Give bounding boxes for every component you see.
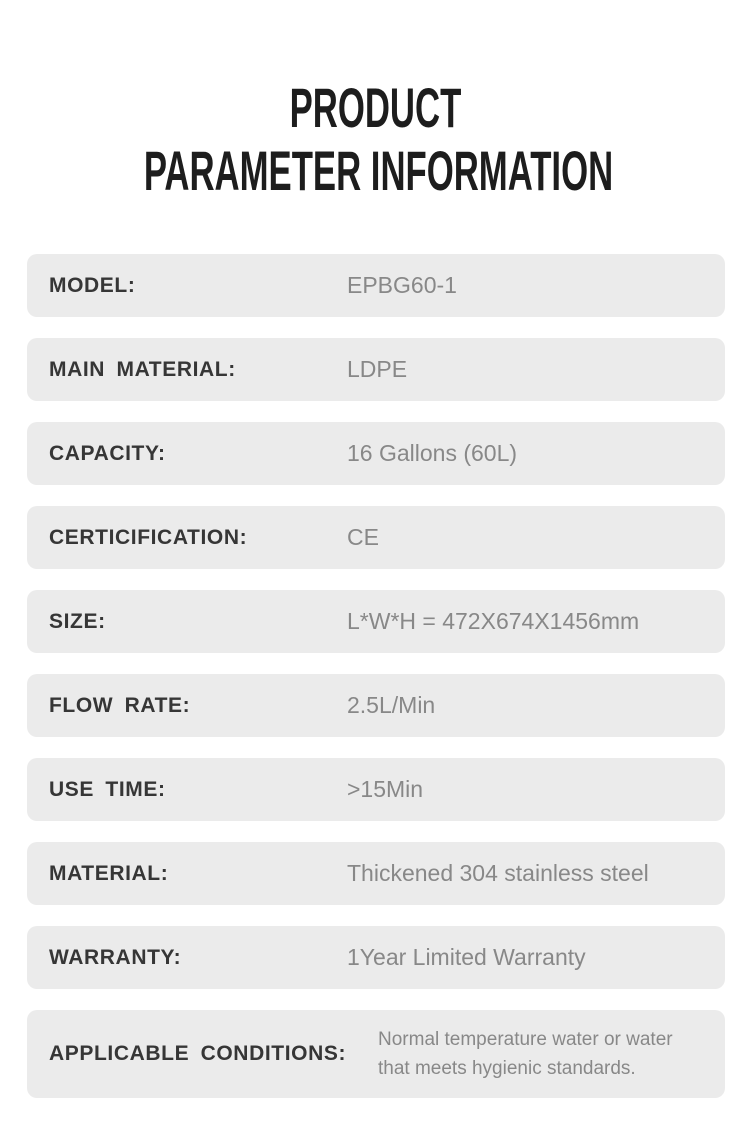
- spec-label: USE TIME:: [49, 777, 166, 801]
- spec-row-material: [27, 842, 725, 905]
- spec-row-warranty: [27, 926, 725, 989]
- spec-row-capacity: [27, 422, 725, 485]
- spec-row-model: [27, 254, 725, 317]
- spec-value: 1Year Limited Warranty: [347, 944, 586, 970]
- spec-label: WARRANTY:: [49, 945, 182, 969]
- spec-row-size: [27, 590, 725, 653]
- spec-row-certification: [27, 506, 725, 569]
- spec-value: >15Min: [347, 776, 424, 802]
- spec-value: CE: [347, 524, 379, 550]
- spec-label: CAPACITY:: [49, 441, 166, 465]
- spec-label: SIZE:: [49, 609, 106, 633]
- page-title-line2-text: PARAMETER INFORMATION: [143, 139, 614, 202]
- spec-label: CERTICIFICATION:: [49, 525, 248, 549]
- spec-label: MAIN MATERIAL:: [49, 357, 236, 381]
- spec-value: Thickened 304 stainless steel: [347, 860, 649, 886]
- spec-label: APPLICABLE CONDITIONS:: [49, 1042, 347, 1065]
- spec-row-applicable-conditions: [27, 1010, 725, 1098]
- spec-row-flow-rate: [27, 674, 725, 737]
- spec-value: Normal temperature water or water that meets hygienic standards.: [378, 1029, 673, 1079]
- spec-value: L*W*H = 472X674X1456mm: [347, 608, 640, 634]
- spec-value: LDPE: [347, 356, 408, 382]
- spec-table: [27, 254, 725, 1098]
- spec-value: 2.5L/Min: [347, 692, 436, 718]
- spec-label: MATERIAL:: [49, 861, 169, 885]
- spec-value: EPBG60-1: [347, 272, 457, 298]
- spec-row-main-material: [27, 338, 725, 401]
- page-title-line1-text: PRODUCT: [289, 76, 461, 139]
- page-title-line1: [0, 76, 750, 139]
- page-title-line2: [0, 139, 750, 202]
- spec-label: FLOW RATE:: [49, 693, 191, 717]
- page-title: [0, 0, 750, 202]
- spec-label: MODEL:: [49, 273, 136, 297]
- spec-row-use-time: [27, 758, 725, 821]
- spec-value: 16 Gallons (60L): [347, 440, 518, 466]
